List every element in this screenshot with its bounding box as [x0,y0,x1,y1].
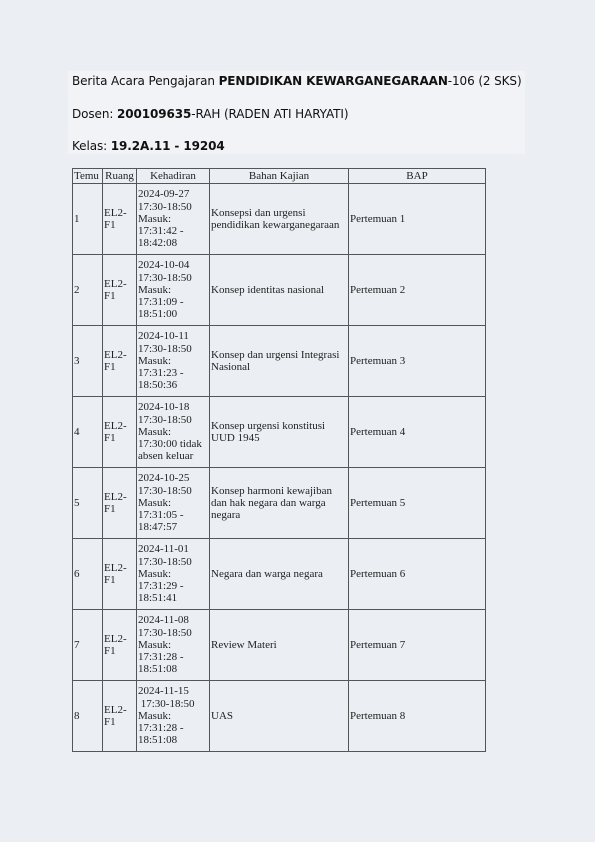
lecturer-name: -RAH (RADEN ATI HARYATI) [191,107,349,121]
cell-temu: 5 [73,468,103,539]
cell-bahan-kajian: Negara dan warga negara [210,539,349,610]
cell-bap: Pertemuan 3 [349,326,486,397]
kehadiran-label: Masuk: [138,283,171,296]
cell-ruang: EL2-F1 [103,326,137,397]
cell-bap: Pertemuan 1 [349,184,486,255]
kehadiran-schedule: 17:30-18:50 [138,271,192,284]
cell-bap: Pertemuan 2 [349,255,486,326]
cell-temu: 4 [73,397,103,468]
cell-kehadiran [137,468,210,539]
kehadiran-schedule: 17:30-18:50 [138,342,192,355]
kehadiran-in: 17:30:00 tidak [138,438,202,451]
kehadiran-out: absen keluar [138,450,194,463]
kehadiran-label: Masuk: [138,212,171,225]
col-header-bahan-kajian: Bahan Kajian [210,169,349,184]
header-class-line [72,138,225,154]
cell-ruang: EL2-F1 [103,184,137,255]
kehadiran-in: 17:31:28 - [138,651,184,664]
cell-temu: 3 [73,326,103,397]
cell-temu: 8 [73,681,103,752]
cell-kehadiran [137,681,210,752]
header-lecturer-line [72,106,348,122]
kehadiran-date: 2024-10-11 [138,330,189,343]
kehadiran-date: 2024-09-27 [138,188,190,201]
kehadiran-out: 18:47:57 [138,521,178,534]
kehadiran-schedule: 17:30-18:50 [138,626,192,639]
table-row [73,468,486,539]
cell-bap: Pertemuan 7 [349,610,486,681]
cell-bap: Pertemuan 6 [349,539,486,610]
cell-ruang: EL2-F1 [103,610,137,681]
table-header-row [73,169,486,184]
course-name: PENDIDIKAN KEWARGANEGARAAN [218,74,448,88]
kehadiran-date: 2024-10-04 [138,259,190,272]
cell-bahan-kajian: Konsep urgensi konstitusi UUD 1945 [210,397,349,468]
kehadiran-date: 2024-11-01 [138,543,189,556]
cell-temu: 1 [73,184,103,255]
table-row [73,255,486,326]
class-prefix: Kelas: [72,139,111,153]
kehadiran-out: 18:51:08 [138,663,178,676]
cell-temu: 2 [73,255,103,326]
cell-kehadiran [137,610,210,681]
kehadiran-schedule: 17:30-18:50 [138,413,192,426]
cell-kehadiran [137,539,210,610]
table-row [73,539,486,610]
table-row [73,397,486,468]
kehadiran-schedule: 17:30-18:50 [138,484,192,497]
kehadiran-out: 18:51:08 [138,734,178,747]
cell-ruang: EL2-F1 [103,468,137,539]
cell-temu: 7 [73,610,103,681]
cell-kehadiran [137,397,210,468]
cell-ruang: EL2-F1 [103,397,137,468]
course-prefix: Berita Acara Pengajaran [72,74,219,88]
kehadiran-in: 17:31:28 - [138,722,184,735]
kehadiran-date: 2024-10-25 [138,472,190,485]
table-row [73,681,486,752]
kehadiran-in: 17:31:29 - [138,580,184,593]
cell-ruang: EL2-F1 [103,255,137,326]
kehadiran-label: Masuk: [138,638,171,651]
cell-kehadiran [137,255,210,326]
kehadiran-schedule: 17:30-18:50 [138,697,195,710]
kehadiran-in: 17:31:23 - [138,367,184,380]
table-row [73,610,486,681]
cell-bap: Pertemuan 4 [349,397,486,468]
kehadiran-label: Masuk: [138,354,171,367]
cell-bahan-kajian: UAS [210,681,349,752]
kehadiran-in: 17:31:09 - [138,296,184,309]
kehadiran-out: 18:51:00 [138,308,178,321]
kehadiran-label: Masuk: [138,709,171,722]
cell-ruang: EL2-F1 [103,539,137,610]
cell-bahan-kajian: Konsep identitas nasional [210,255,349,326]
kehadiran-out: 18:42:08 [138,237,178,250]
kehadiran-out: 18:50:36 [138,379,178,392]
kehadiran-out: 18:51:41 [138,592,178,605]
class-code: 19.2A.11 - 19204 [110,139,225,153]
course-suffix: -106 (2 SKS) [447,74,522,88]
lecturer-id: 200109635 [116,107,192,121]
kehadiran-date: 2024-11-15 [138,685,189,698]
cell-temu: 6 [73,539,103,610]
cell-kehadiran [137,326,210,397]
cell-ruang: EL2-F1 [103,681,137,752]
cell-bahan-kajian: Konsepsi dan urgensi pendidikan kewarganegaraan [210,184,349,255]
kehadiran-in: 17:31:42 - [138,225,184,238]
table-row [73,326,486,397]
col-header-kehadiran: Kehadiran [137,169,210,184]
kehadiran-schedule: 17:30-18:50 [138,555,192,568]
kehadiran-label: Masuk: [138,496,171,509]
attendance-table [72,168,486,752]
col-header-temu: Temu [73,169,103,184]
cell-bahan-kajian: Konsep harmoni kewajiban dan hak negara dan warga negara [210,468,349,539]
cell-kehadiran [137,184,210,255]
kehadiran-label: Masuk: [138,425,171,438]
cell-bahan-kajian: Konsep dan urgensi Integrasi Nasional [210,326,349,397]
kehadiran-in: 17:31:05 - [138,509,184,522]
kehadiran-date: 2024-10-18 [138,401,190,414]
cell-bahan-kajian: Review Materi [210,610,349,681]
cell-bap: Pertemuan 5 [349,468,486,539]
lecturer-prefix: Dosen: [72,107,117,121]
header-course-line [72,73,522,89]
kehadiran-label: Masuk: [138,567,171,580]
col-header-ruang: Ruang [103,169,137,184]
table-row [73,184,486,255]
col-header-bap: BAP [349,169,486,184]
kehadiran-schedule: 17:30-18:50 [138,200,192,213]
cell-bap: Pertemuan 8 [349,681,486,752]
kehadiran-date: 2024-11-08 [138,614,189,627]
